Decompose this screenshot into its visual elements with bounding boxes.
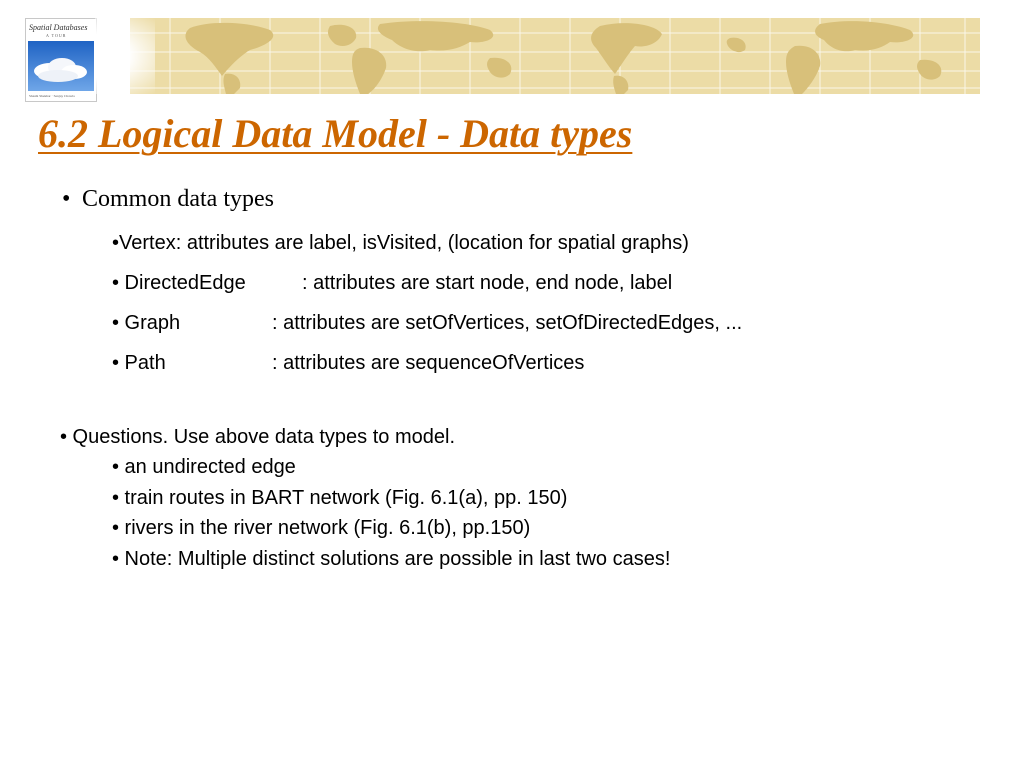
data-type-path bbox=[112, 351, 584, 375]
questions-heading: • Questions. Use above data types to model. bbox=[60, 426, 455, 448]
bullet-icon: • bbox=[62, 186, 71, 212]
section-heading bbox=[62, 184, 274, 214]
data-type-description: : attributes are label, isVisited, (location for spatial graphs) bbox=[175, 232, 689, 254]
question-item: • rivers in the river network (Fig. 6.1(b), pp.150) bbox=[112, 517, 531, 539]
book-authors: Shashi Shekhar · Sanjay Chawla bbox=[29, 94, 75, 98]
question-item: • an undirected edge bbox=[112, 456, 296, 478]
world-map-banner bbox=[130, 18, 980, 94]
data-type-name: • DirectedEdge bbox=[112, 272, 246, 294]
data-type-description: : attributes are sequenceOfVertices bbox=[272, 352, 585, 374]
cloud-sky-image bbox=[28, 41, 94, 91]
data-type-description: : attributes are setOfVertices, setOfDirectedEdges, ... bbox=[272, 312, 743, 334]
data-type-name: • Path bbox=[112, 352, 166, 374]
question-item: • train routes in BART network (Fig. 6.1(a), pp. 150) bbox=[112, 487, 568, 509]
book-subtitle: A TOUR bbox=[46, 33, 67, 38]
data-type-graph bbox=[112, 311, 742, 335]
slide-title: 6.2 Logical Data Model - Data types bbox=[38, 111, 633, 156]
section-heading-text: Common data types bbox=[82, 186, 274, 212]
question-item: • Note: Multiple distinct solutions are possible in last two cases! bbox=[112, 548, 671, 570]
book-cover-logo bbox=[25, 18, 97, 102]
data-type-description: : attributes are start node, end node, label bbox=[302, 272, 673, 294]
data-type-vertex bbox=[112, 231, 689, 255]
data-type-name: •Vertex bbox=[112, 232, 176, 254]
banner-fade bbox=[95, 18, 155, 94]
data-type-directededge bbox=[112, 271, 672, 295]
book-title: Spatial Databases bbox=[29, 23, 88, 32]
data-type-name: • Graph bbox=[112, 312, 181, 334]
